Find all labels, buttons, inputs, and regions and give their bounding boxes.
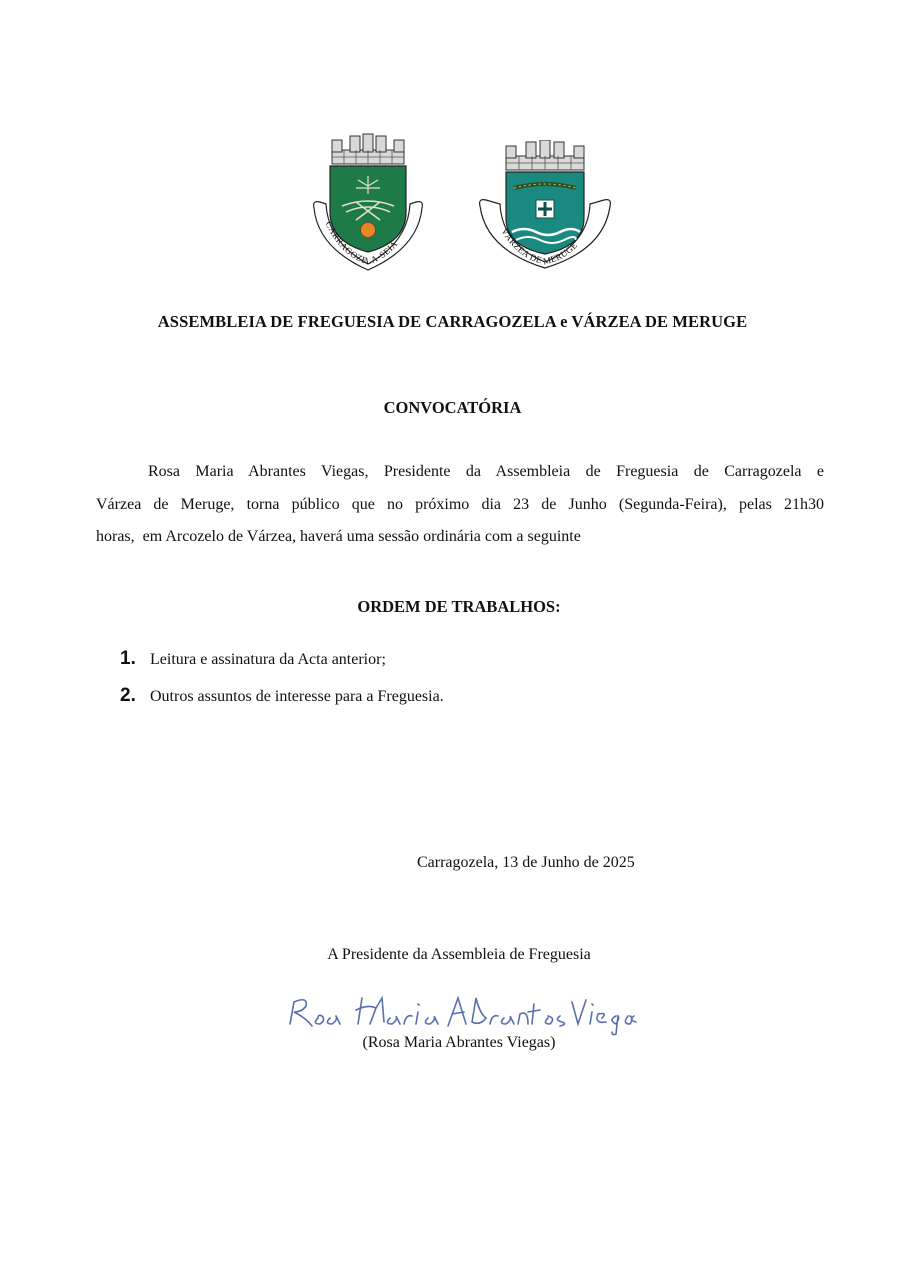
convocation-paragraph: [96, 456, 824, 554]
carragozela-coat-of-arms: [308, 130, 428, 272]
handwritten-signature: [272, 988, 642, 1036]
agenda-item-number: 1.: [120, 648, 136, 669]
agenda-title: ORDEM DE TRABALHOS:: [357, 597, 561, 616]
crest-right-motto: VÁRZEA DE MERUGE: [499, 226, 580, 267]
place-and-date: Carragozela, 13 de Junho de 2025: [417, 854, 635, 871]
assembly-title: ASSEMBLEIA DE FREGUESIA DE CARRAGOZELA e VÁRZEA DE MERUGE: [157, 312, 748, 331]
document-title: CONVOCATÓRIA: [383, 398, 522, 417]
paragraph-line-2: Várzea de Meruge, torna público que no próximo dia 23 de Junho (Segunda-Feira), pelas 21h30: [96, 495, 824, 513]
agenda-item-number: 2.: [120, 685, 136, 706]
varzea-de-meruge-coat-of-arms: [476, 140, 614, 270]
crest-left-motto: CARRAGOZELA-SEIA: [323, 219, 400, 267]
signer-name: (Rosa Maria Abrantes Viegas): [362, 1034, 556, 1051]
signer-title: A Presidente da Assembleia de Freguesia: [327, 946, 591, 963]
agenda-item: [120, 685, 444, 707]
agenda-item-text: Leitura e assinatura da Acta anterior;: [150, 651, 386, 668]
agenda-item: [120, 648, 386, 670]
paragraph-line-3: horas, em Arcozelo de Várzea, haverá uma sessão ordinária com a seguinte: [96, 528, 581, 545]
paragraph-line-1: Rosa Maria Abrantes Viegas, Presidente da Assembleia de Freguesia de Carragozela e: [148, 463, 824, 480]
agenda-item-text: Outros assuntos de interesse para a Freguesia.: [150, 688, 444, 705]
